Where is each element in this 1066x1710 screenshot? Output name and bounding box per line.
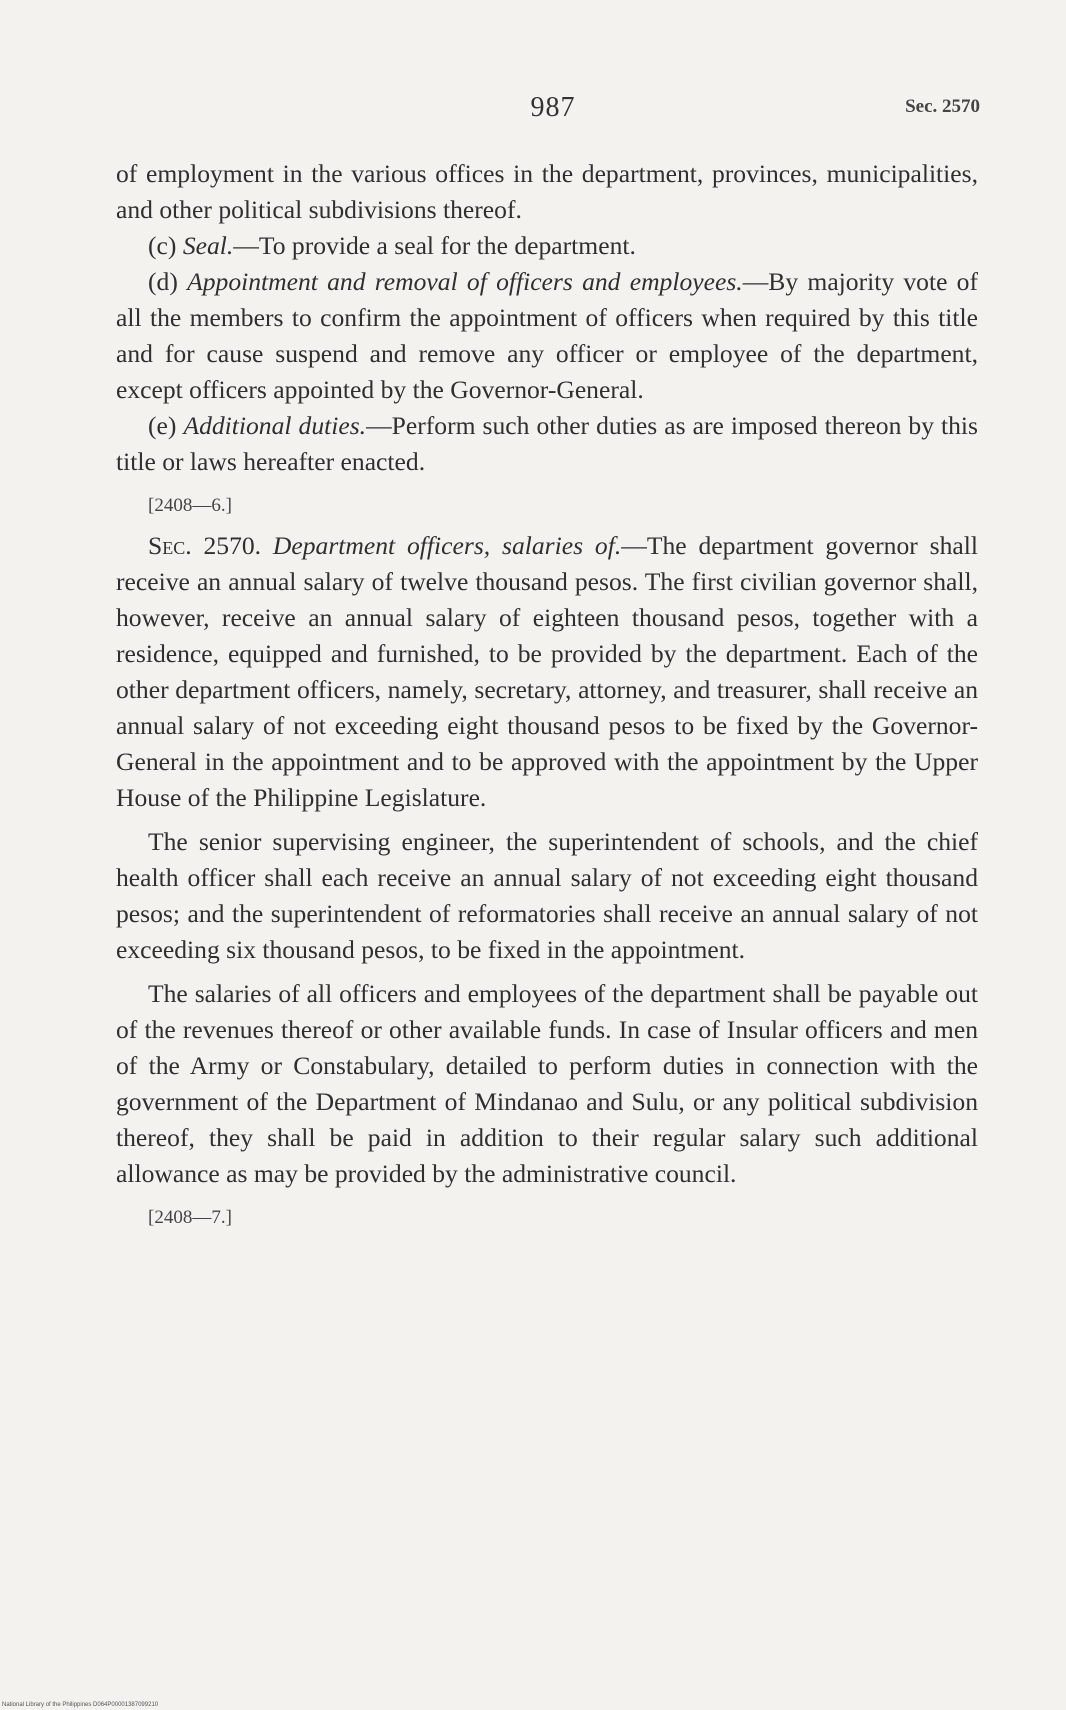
paragraph-e-additional-duties: [116, 408, 978, 480]
item-title: Additional duties.: [183, 411, 367, 440]
paragraph-c-seal: [116, 228, 978, 264]
page-header: [116, 92, 980, 126]
item-title: Appointment and removal of officers and employees.: [187, 267, 743, 296]
item-label: (e): [148, 411, 177, 440]
page-number: 987: [530, 92, 576, 123]
running-section-ref: Sec. 2570: [905, 96, 980, 117]
library-credit: National Library of the Philippines D064P00001387099210: [2, 1702, 159, 1708]
paragraph-continuation: of employment in the various offices in the department, provinces, municipalities, and other political subdivisions thereof.: [116, 159, 978, 224]
section-title: Department officers, salaries of.: [272, 531, 622, 560]
item-label: (d): [148, 267, 178, 296]
item-text: —Perform such other duties as are imposed thereon by this title or laws hereafter enacted.: [116, 411, 978, 476]
item-text: —To provide a seal for the department.: [233, 231, 636, 260]
section-text: —The department governor shall receive an annual salary of twelve thousand pesos. The first civilian governor shall, however, receive an annual salary of eighteen thousand pesos, together with a residence, equipped and furnished, to be provided by the department. Each of the other department officers, namely, secretary, attorney, and treasurer, shall receive an annual salary of not exceeding eight thousand pesos to be fixed by the Governor-General in the appointment and to be approved with the appointment by the Upper House of the Philippine Legislature.: [116, 531, 978, 812]
section-2570: [116, 528, 978, 816]
item-text: —By majority vote of all the members to confirm the appointment of officers when required by this title and for cause suspend and remove any officer or employee of the department, except officers appointed by the Governor-General.: [116, 267, 978, 404]
item-label: (c): [148, 231, 177, 260]
paragraph-d-appointment: [116, 264, 978, 408]
source-reference: [2408—7.]: [148, 1207, 232, 1228]
source-reference: [2408—6.]: [148, 495, 232, 516]
paragraph-salaries: The salaries of all officers and employees of the department shall be payable out of the revenues thereof or other available funds. In case of Insular officers and men of the Army or Constabulary, detailed to perform duties in connection with the government of the Department of Mindanao and Sulu, or any political subdivision thereof, they shall be paid in addition to their regular salary such additional allowance as may be provided by the administrative council.: [116, 979, 978, 1188]
section-label: Sec. 2570.: [148, 531, 262, 560]
paragraph-senior-officers: The senior supervising engineer, the superintendent of schools, and the chief health officer shall each receive an annual salary of not exceeding eight thousand pesos; and the superintendent of reformatories shall receive an annual salary of not exceeding six thousand pesos, to be fixed in the appointment.: [116, 827, 978, 964]
page-body: [116, 156, 978, 1240]
item-title: Seal.: [182, 231, 234, 260]
